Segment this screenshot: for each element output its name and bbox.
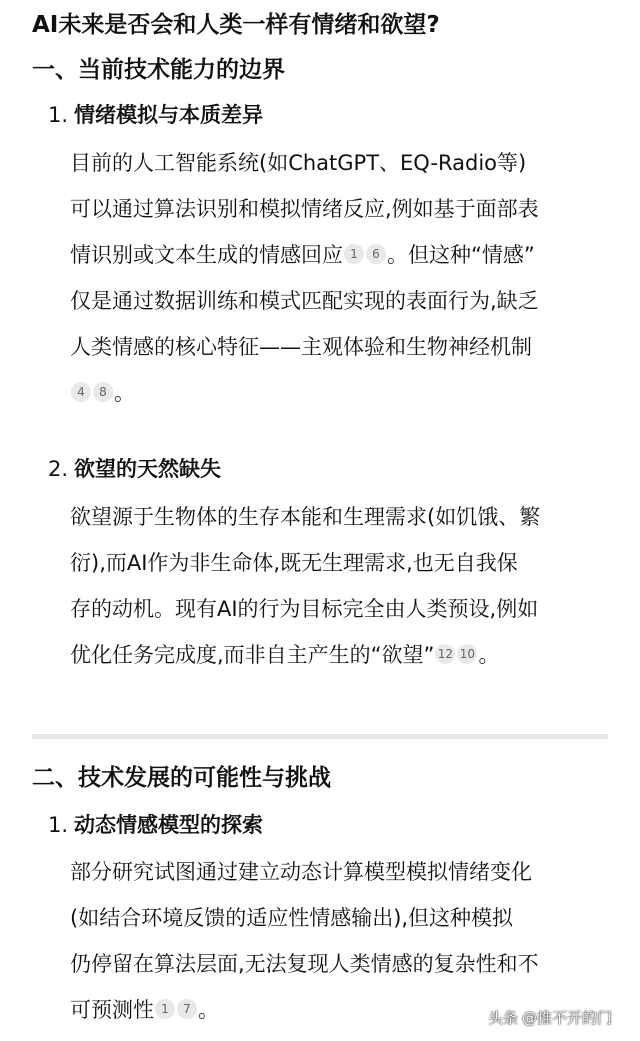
paragraph-1-2 bbox=[70, 494, 610, 678]
item-heading-1-1 bbox=[48, 101, 263, 129]
paragraph-line: 衍),而AI作为非生命体,既无生理需求,也无自我保 bbox=[70, 551, 518, 575]
paragraph-1-1 bbox=[70, 140, 610, 416]
paragraph-line: 可以通过算法识别和模拟情绪反应,例如基于面部表 bbox=[70, 197, 539, 221]
paragraph-line bbox=[70, 232, 610, 278]
watermark-author: @推不开的门 bbox=[522, 1009, 613, 1027]
paragraph-line: 部分研究试图通过建立动态计算模型模拟情绪变化 bbox=[70, 860, 532, 884]
line-text: 可预测性 bbox=[70, 998, 154, 1022]
citation-badge[interactable]: 4 bbox=[71, 382, 91, 402]
item-title: 情绪模拟与本质差异 bbox=[74, 103, 264, 127]
line-text: 。 bbox=[478, 643, 500, 667]
section-heading-2: 二、技术发展的可能性与挑战 bbox=[32, 765, 331, 791]
line-text: 。 bbox=[198, 998, 219, 1022]
citation-badge[interactable]: 10 bbox=[457, 644, 477, 664]
paragraph-line: 目前的人工智能系统(如ChatGPT、EQ-Radio等) bbox=[70, 151, 527, 175]
paragraph-line: 存的动机。现有AI的行为目标完全由人类预设,例如 bbox=[70, 597, 539, 621]
paragraph-line: 人类情感的核心特征——主观体验和生物神经机制 bbox=[70, 335, 532, 359]
item-number: 1. bbox=[48, 103, 69, 127]
watermark bbox=[488, 1007, 612, 1029]
section-heading-1: 一、当前技术能力的边界 bbox=[32, 57, 285, 83]
page-title: AI未来是否会和人类一样有情绪和欲望? bbox=[32, 12, 440, 38]
watermark-platform: 头条 bbox=[488, 1009, 519, 1027]
item-number: 2. bbox=[48, 457, 69, 481]
line-text: 优化任务完成度,而非自主产生的“欲望” bbox=[70, 643, 435, 667]
item-number: 1. bbox=[48, 813, 69, 837]
item-heading-1-2 bbox=[48, 455, 221, 483]
citation-badge[interactable]: 1 bbox=[155, 999, 175, 1019]
item-title: 欲望的天然缺失 bbox=[74, 457, 222, 481]
citation-badge[interactable]: 6 bbox=[366, 244, 386, 264]
citation-badge[interactable]: 1 bbox=[344, 244, 364, 264]
citation-badge[interactable]: 8 bbox=[93, 382, 113, 402]
line-text: 。但这种“情感” bbox=[387, 243, 535, 267]
paragraph-2-1 bbox=[70, 849, 613, 1033]
item-heading-2-1 bbox=[48, 811, 263, 839]
paragraph-line: 仍停留在算法层面,无法复现人类情感的复杂性和不 bbox=[70, 952, 539, 976]
paragraph-line: (如结合环境反馈的适应性情感输出),但这种模拟 bbox=[70, 906, 514, 930]
citation-badge[interactable]: 12 bbox=[435, 644, 455, 664]
line-text: 情识别或文本生成的情感回应 bbox=[70, 243, 343, 267]
paragraph-line: 仅是通过数据训练和模式匹配实现的表面行为,缺乏 bbox=[70, 289, 539, 313]
paragraph-line: 欲望源于生物体的生存本能和生理需求(如饥饿、繁 bbox=[70, 505, 541, 529]
paragraph-line bbox=[70, 370, 610, 416]
citation-badge[interactable]: 7 bbox=[177, 999, 197, 1019]
paragraph-line bbox=[70, 632, 610, 678]
line-text: 。 bbox=[114, 381, 135, 405]
item-title: 动态情感模型的探索 bbox=[74, 813, 264, 837]
section-divider bbox=[32, 734, 608, 739]
